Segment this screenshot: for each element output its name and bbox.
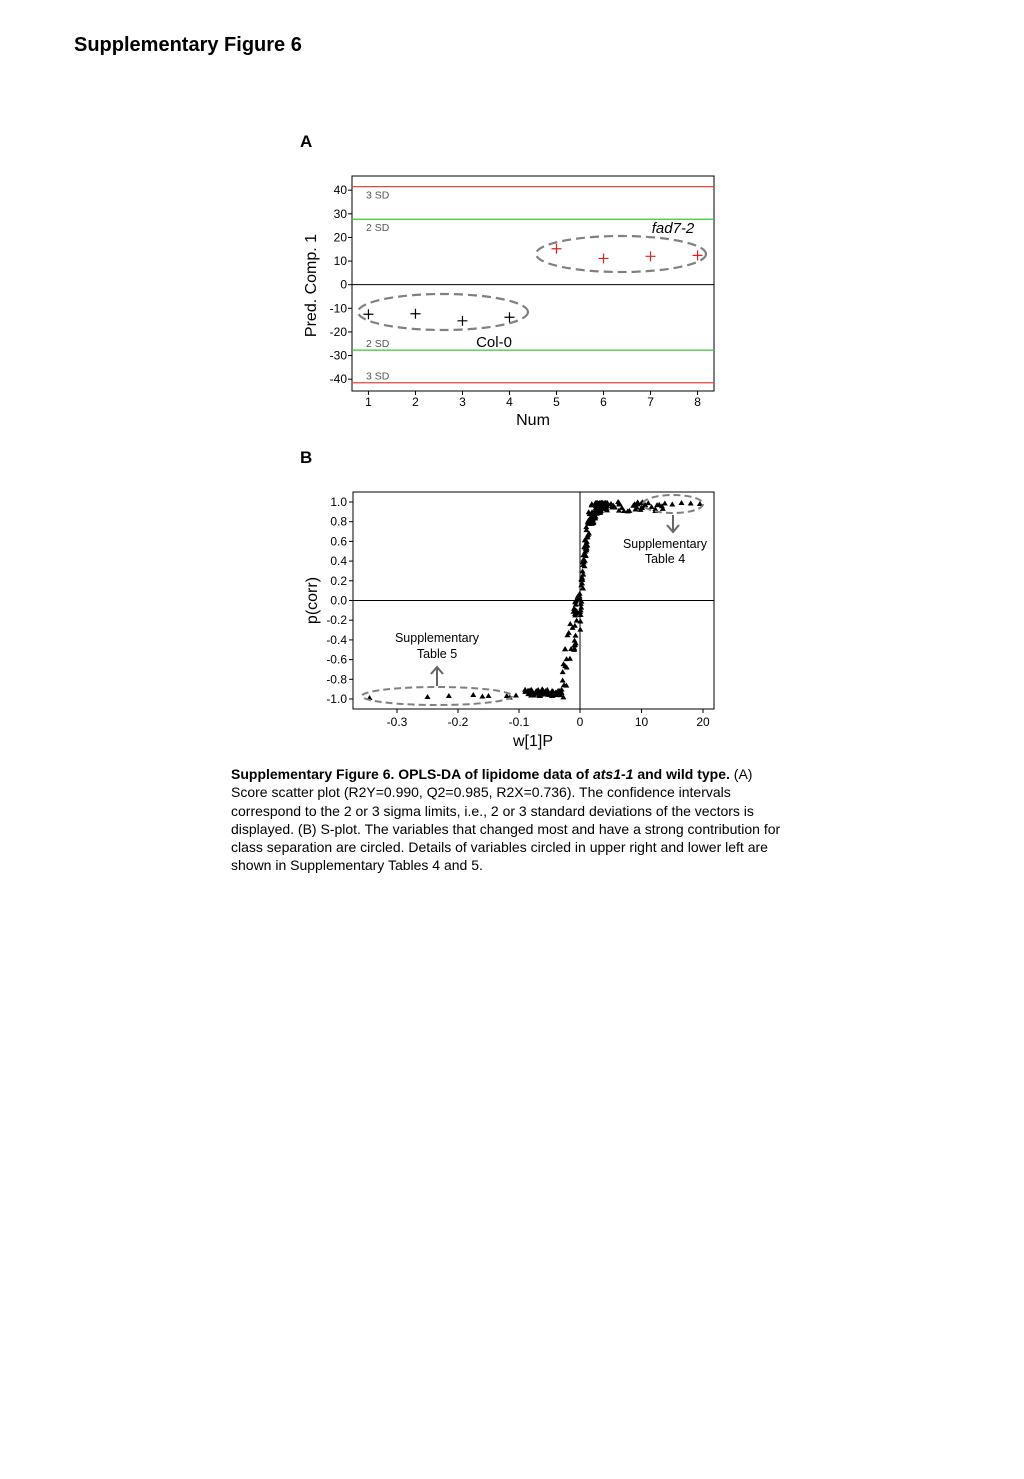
y-axis-label: p(corr) xyxy=(304,576,321,625)
annotation-supp-table-5-line1: Supplementary xyxy=(394,631,480,645)
sd-label: 3 SD xyxy=(366,189,390,202)
annotation-supp-table-4-line1: Supplementary xyxy=(622,537,708,551)
x-tick-label: 0 xyxy=(576,715,584,729)
data-point-negative xyxy=(560,669,566,674)
sd-label: 3 SD xyxy=(366,370,390,383)
y-tick-label: 40 xyxy=(333,183,347,198)
data-point-negative-tail xyxy=(470,692,476,697)
x-tick-label: 8 xyxy=(694,395,701,409)
y-tick-label: 0.6 xyxy=(330,534,347,549)
x-axis-label: Num xyxy=(516,412,550,429)
y-tick-label: 1.0 xyxy=(330,495,347,509)
y-tick-label: -1.0 xyxy=(326,692,347,706)
arrow-down-icon xyxy=(667,515,679,532)
y-tick-label: 0 xyxy=(340,277,347,292)
y-tick-label: 0.2 xyxy=(330,573,347,588)
x-tick-label: 3 xyxy=(459,395,466,409)
y-tick-label: 0.0 xyxy=(330,593,347,608)
sd-label: 2 SD xyxy=(366,222,390,235)
x-tick-label: -0.2 xyxy=(447,715,469,729)
caption-title xyxy=(231,766,730,782)
page-title: Supplementary Figure 6 xyxy=(74,34,302,56)
fad7-label: fad7-2 xyxy=(651,220,695,237)
data-point-negative xyxy=(567,621,573,626)
x-tick-label: 2 xyxy=(412,395,419,409)
y-tick-label: -0.4 xyxy=(326,632,347,647)
x-tick-label: 4 xyxy=(506,395,513,409)
x-tick-label: -0.3 xyxy=(386,715,408,729)
data-point-negative-tail xyxy=(446,693,452,698)
caption-title-part1: Supplementary Figure 6. OPLS-DA of lipidome data of xyxy=(231,766,593,782)
y-tick-label: 0.4 xyxy=(330,554,347,569)
data-point-negative xyxy=(567,656,573,661)
x-tick-label: 10 xyxy=(634,715,649,729)
data-point-negative-tail xyxy=(513,693,519,698)
data-point-positive-tail xyxy=(678,500,684,505)
x-tick-label: 5 xyxy=(553,395,560,409)
sd-label: 2 SD xyxy=(366,338,390,351)
y-tick-label: -0.6 xyxy=(326,652,347,667)
data-point-negative-tail xyxy=(479,694,485,699)
y-tick-label: 0.8 xyxy=(330,514,347,529)
data-point-negative-tail xyxy=(425,694,431,699)
y-tick-label: 30 xyxy=(333,206,347,221)
data-point-positive-tail xyxy=(669,501,675,506)
y-tick-label: 10 xyxy=(333,254,347,269)
panel-a-label: A xyxy=(300,132,313,151)
data-point-negative xyxy=(572,638,578,643)
caption-title-italic: ats1-1 xyxy=(592,766,634,782)
data-point-positive xyxy=(577,627,583,632)
y-tick-label: -10 xyxy=(329,301,347,316)
x-tick-label: -0.1 xyxy=(508,715,530,729)
data-point-positive-tail xyxy=(688,500,694,505)
col0-label: Col-0 xyxy=(476,334,512,351)
y-tick-label: -0.8 xyxy=(326,672,347,687)
y-tick-label: -40 xyxy=(329,372,347,387)
caption-title-part2: and wild type. xyxy=(633,766,730,782)
caption-body: (A) Score scatter plot (R2Y=0.990, Q2=0.985, R2X=0.736). The confidence intervals correspond to the 2 or 3 sigma limits, i.e., 2 or 3 standard deviations of the vectors is displayed. (B) S-plot. The variables that changed most and have a strong contribution for class separation are circled. Details of variables circled in upper right and lower left are shown in Supplementary Tables 4 and 5. xyxy=(231,766,781,874)
annotation-supp-table-5-line2: Table 5 xyxy=(416,647,458,661)
x-axis-label: w[1]P xyxy=(512,733,554,750)
x-tick-label: 7 xyxy=(647,395,654,409)
data-point-negative-tail xyxy=(486,693,492,698)
arrow-up-icon xyxy=(431,667,443,686)
y-tick-label: 20 xyxy=(333,230,347,245)
y-tick-label: -20 xyxy=(329,324,347,339)
panel-b-label: B xyxy=(300,448,313,467)
x-tick-label: 20 xyxy=(696,715,710,729)
x-tick-label: 6 xyxy=(600,395,607,409)
data-point-negative xyxy=(562,646,568,651)
x-tick-label: 1 xyxy=(365,395,372,409)
data-point-negative xyxy=(573,633,579,638)
y-tick-label: -0.2 xyxy=(326,613,347,628)
figure-caption xyxy=(231,765,791,875)
annotation-supp-table-4-line2: Table 4 xyxy=(644,552,686,566)
y-tick-label: -30 xyxy=(329,348,347,363)
data-point-negative xyxy=(560,678,566,683)
data-point-negative xyxy=(561,661,567,666)
y-axis-label: Pred. Comp. 1 xyxy=(303,233,320,338)
